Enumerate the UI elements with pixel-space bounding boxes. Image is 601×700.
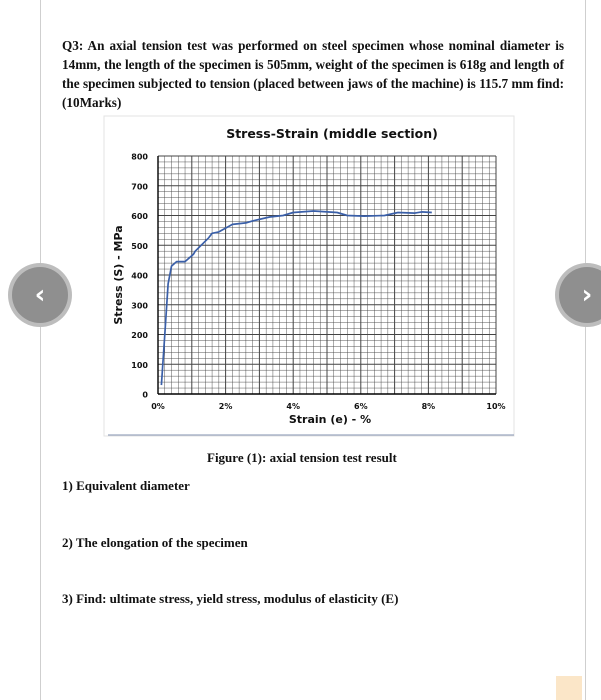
question-text: Q3: An axial tension test was performed on steel specimen whose nominal diameter is 14mm, the length of the specimen is 505mm, weight of the specimen is 618g and length of the specimen subjected to tension (placed between jaws of the machine) is 115.7 mm find: (10Marks)	[62, 38, 564, 110]
chevron-right-icon: ›	[559, 267, 601, 323]
y-tick-label: 400	[131, 271, 148, 281]
y-tick-label: 300	[131, 301, 148, 311]
series-line	[161, 211, 431, 385]
y-tick-label: 0	[142, 390, 148, 400]
y-tick-label: 700	[131, 182, 148, 192]
x-tick-label: 10%	[486, 402, 506, 411]
y-tick-label: 500	[131, 241, 148, 251]
x-tick-label: 0%	[151, 402, 165, 411]
task-stresses-modulus: 3) Find: ultimate stress, yield stress, modulus of elasticity (E)	[62, 591, 399, 606]
y-tick-label: 600	[131, 212, 148, 221]
corner-tab	[556, 676, 582, 700]
x-axis-label: Strain (e) - %	[288, 413, 372, 426]
task-equivalent-diameter: 1) Equivalent diameter	[62, 478, 190, 493]
task-elongation: 2) The elongation of the specimen	[62, 535, 248, 550]
x-tick-label: 2%	[218, 402, 233, 411]
prev-button[interactable]	[8, 263, 72, 327]
y-axis-label: Stress (S) - MPa	[112, 225, 125, 325]
x-tick-label: 4%	[286, 402, 300, 411]
chevron-left-icon: ‹	[12, 267, 68, 323]
x-tick-label: 8%	[421, 402, 436, 411]
x-tick-label: 6%	[354, 402, 368, 411]
y-tick-label: 800	[131, 152, 148, 162]
chart-title: Stress-Strain (middle section)	[226, 126, 438, 141]
y-tick-label: 100	[131, 360, 148, 370]
figure-caption: Figure (1): axial tension test result	[207, 450, 397, 465]
y-tick-label: 200	[131, 331, 148, 340]
